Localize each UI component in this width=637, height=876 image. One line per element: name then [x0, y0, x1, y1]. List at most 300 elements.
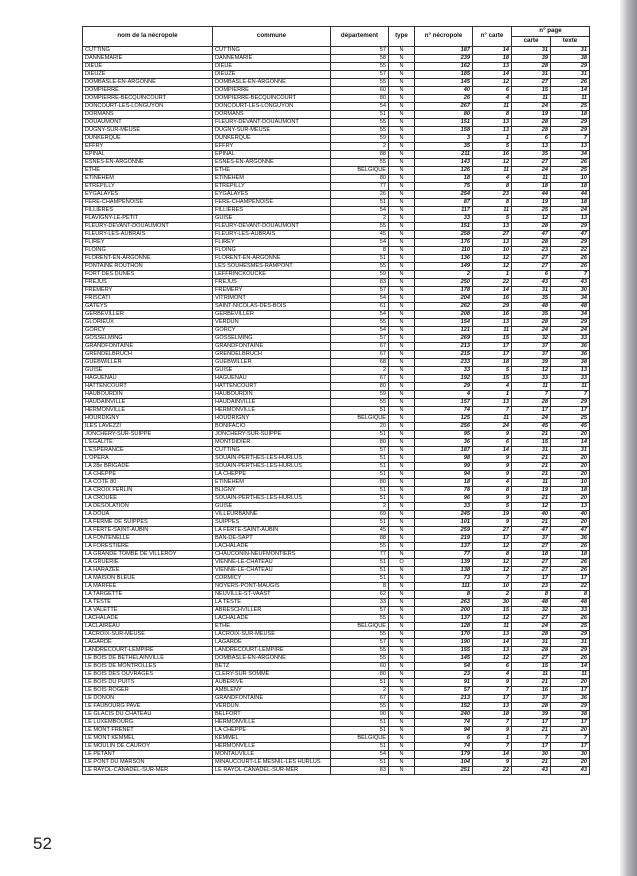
cell-page-texte: 38 — [551, 711, 590, 719]
cell-type: N — [389, 695, 415, 703]
cell-type: N — [389, 159, 415, 167]
cell-commune: GRANDFONTAINE — [213, 695, 331, 703]
table-row — [83, 727, 590, 735]
table-row — [83, 279, 590, 287]
cell-page-carte: 28 — [512, 703, 551, 711]
cell-n-carte: 11 — [473, 207, 512, 215]
cell-n-carte: 9 — [473, 759, 512, 767]
cell-page-texte: 20 — [551, 463, 590, 471]
cell-page-texte: 13 — [551, 503, 590, 511]
cell-type: N — [389, 415, 415, 423]
cell-page-texte: 40 — [551, 511, 590, 519]
cell-n-carte: 15 — [473, 335, 512, 343]
cell-necropole: JONCHERY-SUR-SUIPPE — [83, 431, 213, 439]
cell-n-carte: 12 — [473, 255, 512, 263]
table-row — [83, 87, 590, 95]
cell-departement: 51 — [331, 519, 389, 527]
cell-page-texte: 45 — [551, 423, 590, 431]
cell-page-carte: 43 — [512, 767, 551, 775]
cell-n-carte: 16 — [473, 295, 512, 303]
table-row — [83, 519, 590, 527]
cell-necropole: GOSSELMING — [83, 335, 213, 343]
cell-page-texte: 24 — [551, 207, 590, 215]
table-row — [83, 439, 590, 447]
cell-departement: 51 — [331, 407, 389, 415]
cell-n-necropole: 185 — [415, 71, 473, 79]
table-row — [83, 551, 590, 559]
cell-type: N — [389, 495, 415, 503]
cell-necropole: HERMONVILLE — [83, 407, 213, 415]
cell-n-necropole: 251 — [415, 767, 473, 775]
cell-page-carte: 19 — [512, 111, 551, 119]
table-row — [83, 663, 590, 671]
cell-type: N — [389, 255, 415, 263]
cell-page-texte: 24 — [551, 327, 590, 335]
cell-commune: LACHALADE — [213, 615, 331, 623]
cell-n-necropole: 40 — [415, 87, 473, 95]
cell-departement: 59 — [331, 271, 389, 279]
cell-type: N — [389, 199, 415, 207]
cell-necropole: DUGNY-SUR-MEUSE — [83, 127, 213, 135]
cell-n-carte: 17 — [473, 351, 512, 359]
cell-page-carte: 21 — [512, 519, 551, 527]
header-texte: texte — [551, 37, 590, 47]
table-row — [83, 719, 590, 727]
cell-n-carte: 13 — [473, 319, 512, 327]
table-row — [83, 239, 590, 247]
cell-page-texte: 33 — [551, 607, 590, 615]
cell-n-necropole: 151 — [415, 223, 473, 231]
cell-commune: ESNES-EN-ARGONNE — [213, 159, 331, 167]
cell-necropole: FRISCATI — [83, 295, 213, 303]
cell-n-carte: 30 — [473, 599, 512, 607]
cell-departement: 60 — [331, 663, 389, 671]
cell-n-necropole: 256 — [415, 423, 473, 431]
cell-departement: 88 — [331, 151, 389, 159]
cell-page-carte: 27 — [512, 255, 551, 263]
cell-n-necropole: 258 — [415, 231, 473, 239]
table-row — [83, 351, 590, 359]
cell-page-texte: 48 — [551, 599, 590, 607]
cell-page-carte: 6 — [512, 271, 551, 279]
cell-necropole: FONTAINE ROUTHON — [83, 263, 213, 271]
cell-type: N — [389, 335, 415, 343]
cell-type: N — [389, 247, 415, 255]
cell-page-carte: 35 — [512, 151, 551, 159]
cell-type: N — [389, 439, 415, 447]
cell-commune: NEUVILLE-ST-VAAST — [213, 591, 331, 599]
cell-n-necropole: 208 — [415, 311, 473, 319]
cell-page-texte: 7 — [551, 135, 590, 143]
cell-type: N — [389, 111, 415, 119]
cell-n-carte: 4 — [473, 671, 512, 679]
cell-type: N — [389, 103, 415, 111]
table-row — [83, 527, 590, 535]
header-n-carte: n° carte — [473, 27, 512, 47]
cell-page-texte: 29 — [551, 223, 590, 231]
cell-type: N — [389, 279, 415, 287]
cell-type: N — [389, 711, 415, 719]
cell-type: N — [389, 631, 415, 639]
cell-commune: DONCOURT-LES-LONGUYON — [213, 103, 331, 111]
cell-commune: VITRIMONT — [213, 295, 331, 303]
table-row — [83, 463, 590, 471]
cell-page-carte: 28 — [512, 631, 551, 639]
table-row — [83, 511, 590, 519]
cell-n-carte: 5 — [473, 143, 512, 151]
cell-n-carte: 4 — [473, 175, 512, 183]
cell-departement: 80 — [331, 439, 389, 447]
cell-necropole: LE FAUBOURG PAVE — [83, 703, 213, 711]
cell-n-carte: 8 — [473, 183, 512, 191]
table-row — [83, 191, 590, 199]
cell-commune: BAN-DE-SAPT — [213, 535, 331, 543]
cell-page-carte: 28 — [512, 119, 551, 127]
cell-commune: GUISE — [213, 367, 331, 375]
cell-page-texte: 26 — [551, 655, 590, 663]
header-departement: département — [331, 27, 389, 47]
cell-commune: EFFRY — [213, 143, 331, 151]
cell-n-necropole: 57 — [415, 687, 473, 695]
cell-n-necropole: 96 — [415, 495, 473, 503]
table-row — [83, 503, 590, 511]
cell-necropole: EPINAL — [83, 151, 213, 159]
cell-commune: FLOING — [213, 247, 331, 255]
cell-commune: DIEUE — [213, 63, 331, 71]
cell-page-texte: 30 — [551, 287, 590, 295]
cell-page-carte: 35 — [512, 295, 551, 303]
cell-n-necropole: 250 — [415, 279, 473, 287]
cell-n-necropole: 95 — [415, 431, 473, 439]
cell-departement: BELGIQUE — [331, 415, 389, 423]
cell-necropole: FLIREY — [83, 239, 213, 247]
cell-page-carte: 37 — [512, 351, 551, 359]
cell-type: N — [389, 367, 415, 375]
cell-n-necropole: 138 — [415, 567, 473, 575]
cell-page-carte: 12 — [512, 367, 551, 375]
cell-page-carte: 31 — [512, 447, 551, 455]
cell-page-texte: 26 — [551, 255, 590, 263]
cell-n-necropole: 219 — [415, 535, 473, 543]
cell-n-carte: 12 — [473, 615, 512, 623]
cell-departement: 55 — [331, 543, 389, 551]
table-row — [83, 399, 590, 407]
cell-page-texte: 18 — [551, 199, 590, 207]
cell-commune: HERMONVILLE — [213, 719, 331, 727]
cell-page-texte: 33 — [551, 335, 590, 343]
cell-page-texte: 17 — [551, 575, 590, 583]
cell-page-carte: 48 — [512, 303, 551, 311]
table-row — [83, 55, 590, 63]
cell-departement: 55 — [331, 647, 389, 655]
cell-n-necropole: 78 — [415, 487, 473, 495]
cell-n-necropole: 152 — [415, 703, 473, 711]
cell-page-carte: 11 — [512, 671, 551, 679]
cell-n-necropole: 137 — [415, 543, 473, 551]
cell-page-texte: 20 — [551, 727, 590, 735]
cell-page-carte: 12 — [512, 215, 551, 223]
cell-commune: EYGALAYES — [213, 191, 331, 199]
cell-n-necropole: 254 — [415, 191, 473, 199]
cell-n-carte: 12 — [473, 567, 512, 575]
cell-page-carte: 21 — [512, 463, 551, 471]
cell-n-necropole: 157 — [415, 399, 473, 407]
cell-necropole: HATTENCOURT — [83, 383, 213, 391]
cell-page-texte: 29 — [551, 647, 590, 655]
cell-page-texte: 18 — [551, 183, 590, 191]
cell-type: N — [389, 119, 415, 127]
cell-departement: 55 — [331, 79, 389, 87]
cell-n-necropole: 77 — [415, 551, 473, 559]
cell-departement: 55 — [331, 703, 389, 711]
cell-page-carte: 43 — [512, 279, 551, 287]
table-row — [83, 639, 590, 647]
cell-commune: HAGUENAU — [213, 375, 331, 383]
cell-type: N — [389, 679, 415, 687]
cell-page-texte: 11 — [551, 95, 590, 103]
cell-commune: VIENNE-LE-CHATEAU — [213, 567, 331, 575]
cell-necropole: L'EGALITE — [83, 439, 213, 447]
cell-type: N — [389, 79, 415, 87]
cell-departement: 57 — [331, 639, 389, 647]
cell-n-carte: 22 — [473, 767, 512, 775]
cell-type: N — [389, 375, 415, 383]
cell-commune: FLEURY-DEVANT-DOUAUMONT — [213, 223, 331, 231]
table-row — [83, 271, 590, 279]
cell-necropole: DIEUZE — [83, 71, 213, 79]
cell-departement: 51 — [331, 743, 389, 751]
cell-n-necropole: 4 — [415, 391, 473, 399]
cell-necropole: LE LUXEMBOURG — [83, 719, 213, 727]
cell-type: N — [389, 767, 415, 775]
cell-n-necropole: 170 — [415, 631, 473, 639]
cell-necropole: LE RAYOL-CANADEL-SUR-MER — [83, 767, 213, 775]
cell-necropole: FREMERY — [83, 287, 213, 295]
cell-n-carte: 1 — [473, 391, 512, 399]
cell-page-texte: 22 — [551, 583, 590, 591]
cell-n-carte: 4 — [473, 383, 512, 391]
cell-n-carte: 10 — [473, 247, 512, 255]
cell-n-carte: 9 — [473, 471, 512, 479]
table-row — [83, 631, 590, 639]
cell-page-carte: 39 — [512, 55, 551, 63]
cell-n-necropole: 233 — [415, 359, 473, 367]
cell-departement: 51 — [331, 679, 389, 687]
cell-page-texte: 29 — [551, 399, 590, 407]
cell-type: N — [389, 663, 415, 671]
cell-n-necropole: 139 — [415, 559, 473, 567]
table-row — [83, 607, 590, 615]
cell-commune: DOMBASLE-EN-ARGONNE — [213, 79, 331, 87]
cell-commune: VERDUN — [213, 319, 331, 327]
table-row — [83, 159, 590, 167]
cell-n-necropole: 125 — [415, 415, 473, 423]
cell-page-carte: 47 — [512, 231, 551, 239]
cell-commune: FLORENT-EN-ARGONNE — [213, 255, 331, 263]
cell-necropole: LA VALETTE — [83, 607, 213, 615]
cell-page-carte: 28 — [512, 127, 551, 135]
cell-page-texte: 18 — [551, 487, 590, 495]
cell-n-carte: 6 — [473, 439, 512, 447]
cell-departement: 51 — [331, 199, 389, 207]
cell-n-necropole: 33 — [415, 503, 473, 511]
cell-n-necropole: 155 — [415, 647, 473, 655]
cell-page-carte: 47 — [512, 527, 551, 535]
cell-page-texte: 43 — [551, 767, 590, 775]
cell-page-texte: 26 — [551, 159, 590, 167]
table-row — [83, 311, 590, 319]
cell-necropole: ESNES-EN-ARGONNE — [83, 159, 213, 167]
cell-commune: MINAUCOURT-LE MESNIL-LES HURLUS — [213, 759, 331, 767]
table-row — [83, 431, 590, 439]
cell-type: N — [389, 567, 415, 575]
cell-commune: FREJUS — [213, 279, 331, 287]
cell-type: N — [389, 471, 415, 479]
cell-n-carte: 17 — [473, 343, 512, 351]
cell-departement: 77 — [331, 551, 389, 559]
cell-necropole: LA MARFEE — [83, 583, 213, 591]
cell-type: O — [389, 559, 415, 567]
cell-type: N — [389, 647, 415, 655]
cell-page-carte: 35 — [512, 311, 551, 319]
table-row — [83, 703, 590, 711]
cell-type: N — [389, 703, 415, 711]
cell-commune: DOMBASLE-EN-ARGONNE — [213, 655, 331, 663]
cell-page-texte: 29 — [551, 319, 590, 327]
cell-type: N — [389, 327, 415, 335]
cell-type: N — [389, 671, 415, 679]
cell-n-necropole: 126 — [415, 167, 473, 175]
table-row — [83, 447, 590, 455]
cell-n-carte: 13 — [473, 703, 512, 711]
cell-type: N — [389, 383, 415, 391]
cell-n-necropole: 187 — [415, 447, 473, 455]
cell-page-carte: 39 — [512, 359, 551, 367]
cell-n-carte: 12 — [473, 263, 512, 271]
cell-n-necropole: 74 — [415, 719, 473, 727]
cell-type: N — [389, 583, 415, 591]
cell-necropole: LA DESOLATION — [83, 503, 213, 511]
cell-n-carte: 9 — [473, 455, 512, 463]
cell-type: N — [389, 231, 415, 239]
table-row — [83, 255, 590, 263]
cell-commune: LES SOUHESMES-RAMPONT — [213, 263, 331, 271]
cell-n-necropole: 2 — [415, 271, 473, 279]
cell-n-necropole: 145 — [415, 655, 473, 663]
cell-commune: DUNKERQUE — [213, 135, 331, 143]
cell-type: N — [389, 207, 415, 215]
cell-departement: 69 — [331, 511, 389, 519]
table-row — [83, 127, 590, 135]
cell-departement: 45 — [331, 527, 389, 535]
cell-page-carte: 21 — [512, 679, 551, 687]
table-row — [83, 143, 590, 151]
cell-necropole: ETREPILLY — [83, 183, 213, 191]
cell-page-texte: 17 — [551, 407, 590, 415]
cell-n-carte: 7 — [473, 719, 512, 727]
cell-commune: FLEURY-DEVANT-DOUAUMONT — [213, 119, 331, 127]
cell-n-necropole: 215 — [415, 351, 473, 359]
cell-commune: GRENDELBRUCH — [213, 351, 331, 359]
table-row — [83, 111, 590, 119]
cell-necropole: LE DONON — [83, 695, 213, 703]
cell-necropole: LANDRECOURT-LEMPIRE — [83, 647, 213, 655]
cell-n-carte: 13 — [473, 399, 512, 407]
header-carte: carte — [512, 37, 551, 47]
cell-n-carte: 12 — [473, 79, 512, 87]
cell-necropole: LACHALADE — [83, 615, 213, 623]
cell-n-carte: 6 — [473, 87, 512, 95]
cell-page-carte: 28 — [512, 647, 551, 655]
cell-type: N — [389, 343, 415, 351]
table-row — [83, 167, 590, 175]
cell-commune: LACHALADE — [213, 543, 331, 551]
cell-page-texte: 20 — [551, 759, 590, 767]
table-row — [83, 767, 590, 775]
cell-type: N — [389, 303, 415, 311]
cell-necropole: GRENDELBRUCH — [83, 351, 213, 359]
cell-page-carte: 24 — [512, 167, 551, 175]
cell-page-texte: 18 — [551, 551, 590, 559]
table-row — [83, 367, 590, 375]
cell-commune: CUTTING — [213, 447, 331, 455]
cell-type: N — [389, 55, 415, 63]
cell-type: N — [389, 295, 415, 303]
header-row — [83, 27, 590, 37]
cell-page-carte: 17 — [512, 575, 551, 583]
cell-commune: LE RAYOL-CANADEL-SUR-MER — [213, 767, 331, 775]
cell-page-texte: 47 — [551, 231, 590, 239]
table-row — [83, 455, 590, 463]
cell-necropole: ILES LAVEZZI — [83, 423, 213, 431]
cell-commune: ABRESCHVILLER — [213, 607, 331, 615]
cell-n-carte: 5 — [473, 367, 512, 375]
cell-departement: 51 — [331, 559, 389, 567]
cell-page-carte: 28 — [512, 239, 551, 247]
cell-page-texte: 29 — [551, 239, 590, 247]
cell-type: N — [389, 223, 415, 231]
cell-n-necropole: 18 — [415, 175, 473, 183]
header-necropole: nom de la nécropole — [83, 27, 213, 47]
cell-page-carte: 32 — [512, 335, 551, 343]
cell-departement: 54 — [331, 207, 389, 215]
cell-type: N — [389, 687, 415, 695]
cell-page-carte: 37 — [512, 343, 551, 351]
cell-page-texte: 8 — [551, 591, 590, 599]
cell-n-necropole: 269 — [415, 335, 473, 343]
cell-departement: 20 — [331, 423, 389, 431]
cell-departement: 80 — [331, 95, 389, 103]
cell-departement: 58 — [331, 55, 389, 63]
table-row — [83, 487, 590, 495]
cell-page-texte: 10 — [551, 175, 590, 183]
cell-commune: LEFFRINCKOUCKE — [213, 271, 331, 279]
cell-n-carte: 10 — [473, 583, 512, 591]
cell-departement: 55 — [331, 655, 389, 663]
cell-page-texte: 26 — [551, 79, 590, 87]
cell-page-carte: 24 — [512, 415, 551, 423]
cell-type: N — [389, 239, 415, 247]
table-row — [83, 303, 590, 311]
cell-n-carte: 11 — [473, 327, 512, 335]
cell-type: N — [389, 263, 415, 271]
cell-necropole: DOMBASLE-EN-ARGONNE — [83, 79, 213, 87]
cell-page-carte: 33 — [512, 375, 551, 383]
cell-page-carte: 7 — [512, 735, 551, 743]
cell-n-necropole: 91 — [415, 679, 473, 687]
cell-type: N — [389, 575, 415, 583]
cell-type: N — [389, 447, 415, 455]
